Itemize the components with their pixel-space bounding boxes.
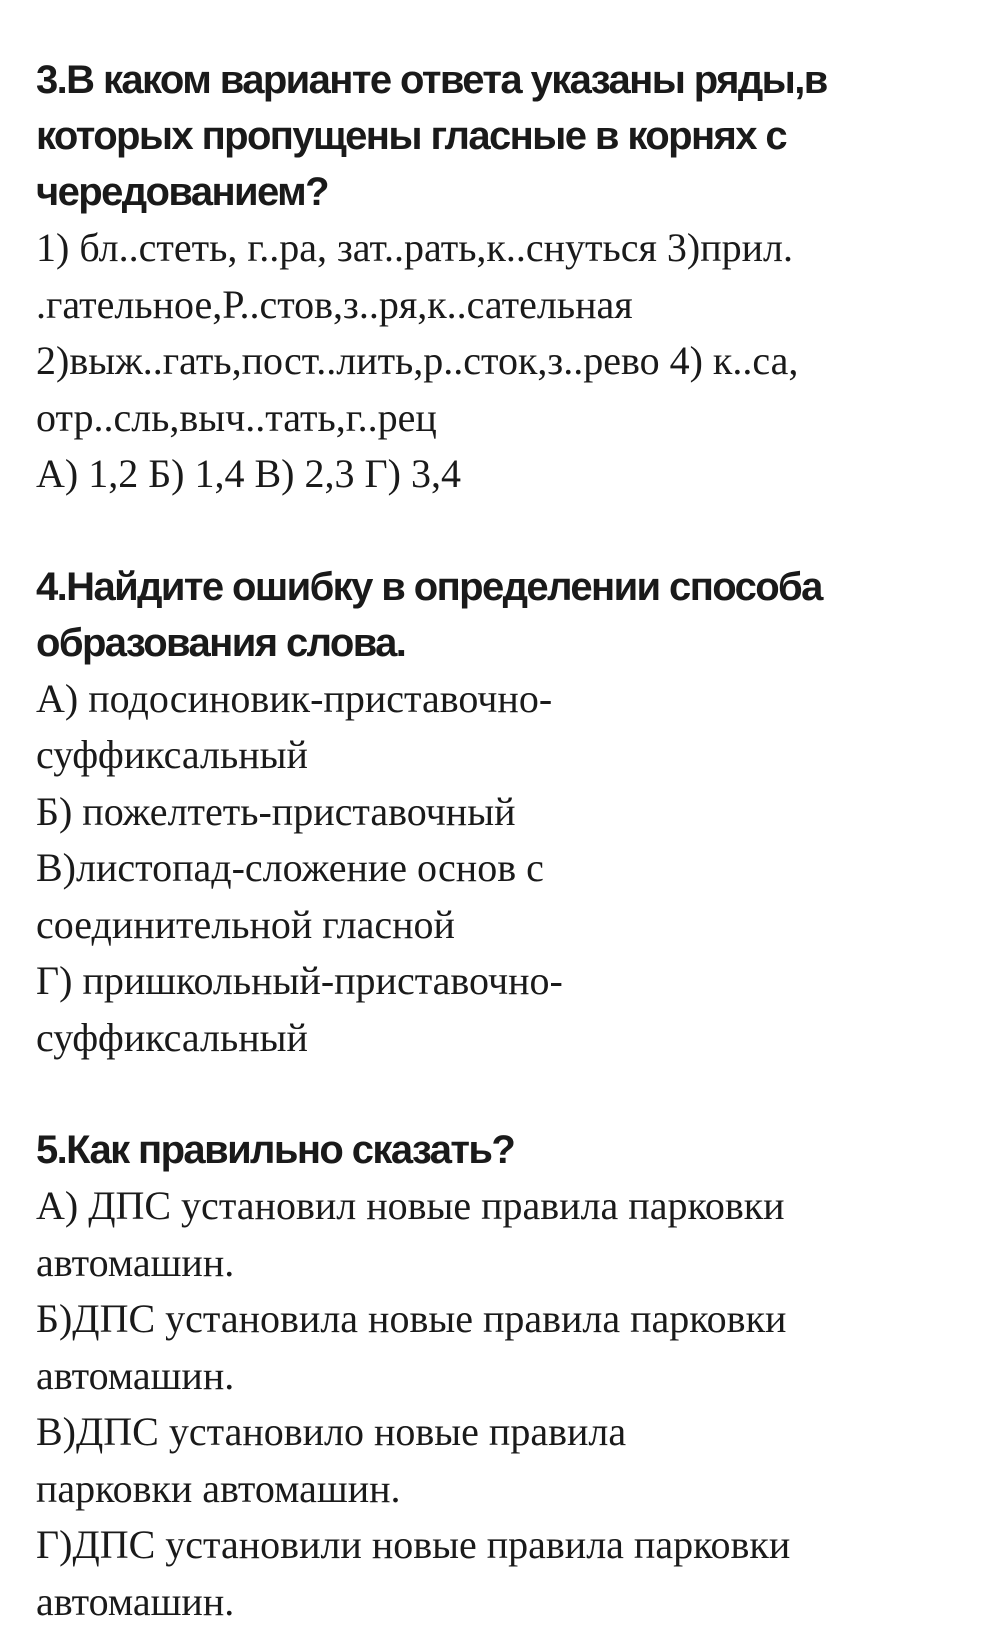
question-5-option-b-cont: автомашин. (36, 1352, 235, 1398)
question-4-option-g: Г) пришкольный-приставочно- (36, 958, 563, 1003)
question-4-title-line: образования слова. (36, 620, 406, 665)
question-5-title-line: 5.Как правильно сказать? (36, 1128, 515, 1172)
question-4-option-v-cont: соединительной гласной (36, 901, 455, 947)
question-5-option-v: В)ДПС установило новые правила (36, 1409, 627, 1454)
question-5-option-g: Г)ДПС установили новые правила парковки (36, 1522, 791, 1567)
question-4-option-g-cont: суффиксальный (36, 1014, 308, 1060)
question-4-option-a: А) подосиновик-приставочно- (36, 675, 553, 721)
question-5-option-a: А) ДПС установил новые правила парковки (36, 1183, 785, 1228)
question-5-option-a-cont: автомашин. (36, 1239, 235, 1285)
question-5-option-b: Б)ДПС установила новые правила парковки (36, 1296, 787, 1341)
question-3-title-line: чередованием? (36, 170, 328, 214)
question-3-title-line: 3.В каком варианте ответа указаны ряды,в (36, 58, 827, 102)
question-spacer (36, 1066, 966, 1122)
question-4 (36, 559, 966, 1067)
question-5 (36, 1122, 966, 1630)
question-4-option-a-cont: суффиксальный (36, 732, 308, 777)
question-3 (36, 52, 966, 503)
worksheet-page (36, 52, 966, 1630)
question-spacer (36, 503, 966, 559)
question-3-body-line: .гательное,Р..стов,з..ря,к..сательная (36, 281, 633, 327)
question-3-title-line: которых пропущены гласные в корнях с (36, 114, 787, 158)
question-4-option-v: В)листопад-сложение основ с (36, 845, 544, 890)
question-3-body-line: отр..сль,выч..тать,г..рец (36, 394, 437, 440)
question-5-option-v-cont: парковки автомашин. (36, 1465, 401, 1511)
question-4-title-line: 4.Найдите ошибку в определении способа (36, 564, 822, 609)
question-4-option-b: Б) пожелтеть-приставочный (36, 788, 516, 834)
question-3-body-line: 2)выж..гать,пост..лить,р..сток,з..рево 4) к..са, (36, 338, 799, 383)
question-5-option-g-cont: автомашин. (36, 1578, 235, 1624)
question-3-answer-options: А) 1,2 Б) 1,4 В) 2,3 Г) 3,4 (36, 451, 461, 496)
question-3-body-line: 1) бл..стеть, г..ра, зат..рать,к..снуться 3)прил. (36, 225, 793, 270)
